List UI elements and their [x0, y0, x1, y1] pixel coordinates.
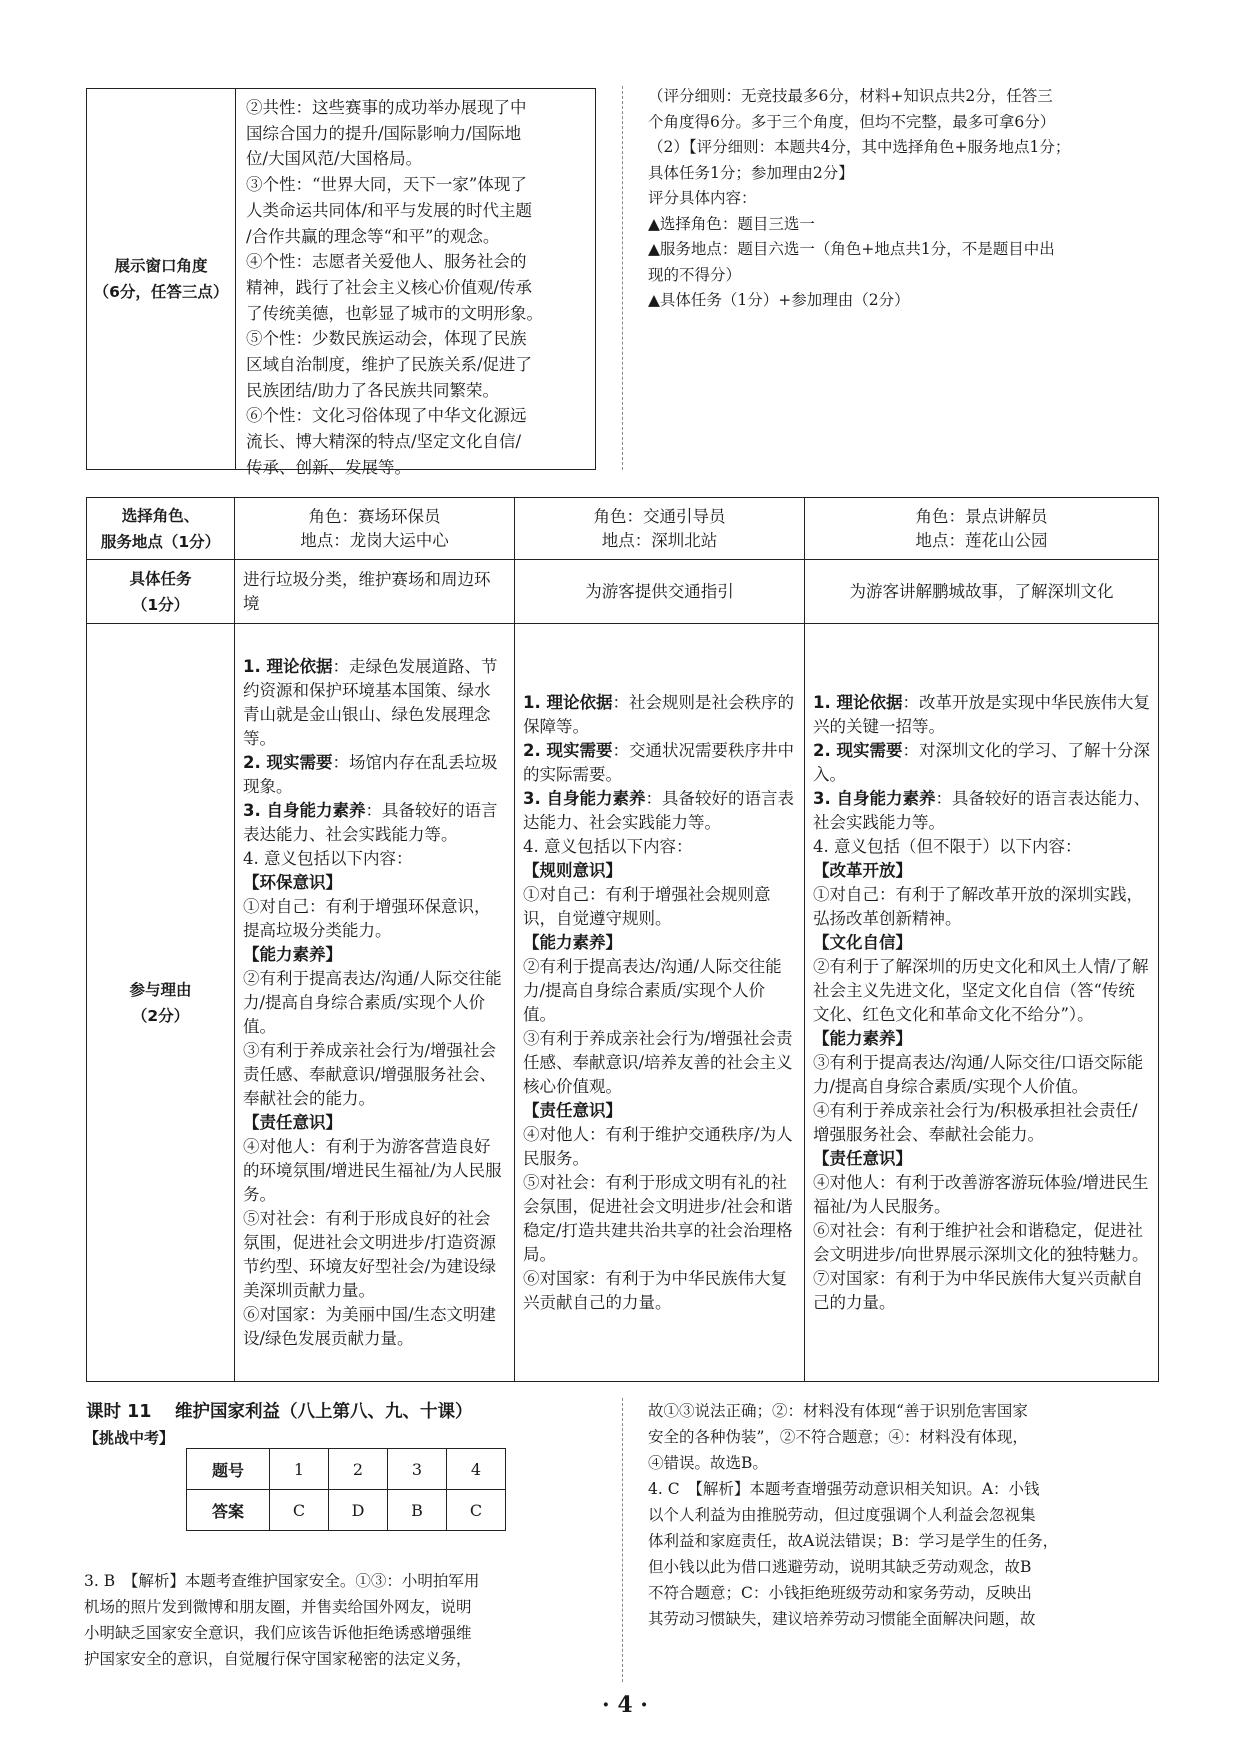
text-line: 了传统美德，也彰显了城市的文明形象。 — [246, 303, 543, 323]
paragraph: ⑥对社会：有利于维护社会和谐稳定，促进社会文明进步/向世界展示深圳文化的独特魅力。 — [813, 1220, 1149, 1264]
table-cell — [805, 498, 1159, 560]
section-heading: 【规则意识】 — [523, 860, 622, 880]
text-line: /合作共赢的理念等“和平”的观念。 — [246, 226, 500, 246]
text: ：交通状况需要秩序井中的实际需要。 — [523, 740, 794, 784]
text: ：走绿色发展道路、节约资源和保护环境基本国策、绿水青山就是金山银山、绿色发展理念等。 — [243, 656, 498, 748]
role: 角色：交通引导员 — [593, 506, 726, 526]
label-line: 服务地点（1分） — [100, 532, 221, 551]
paragraph — [523, 691, 796, 739]
answer-table — [186, 1448, 506, 1531]
text: ：具备较好的语言表达能力、社会实践能力等。 — [523, 788, 794, 832]
note-line: 评分具体内容： — [648, 189, 757, 207]
text-line: ④个性：志愿者关爱他人、服务社会的 — [246, 252, 527, 272]
paragraph: 4. 意义包括以下内容： — [523, 836, 693, 856]
text: ：场馆内存在乱丢垃圾现象。 — [243, 752, 498, 796]
row-label — [87, 560, 235, 624]
heading: 3. 自身能力素养 — [523, 788, 646, 808]
paragraph: ③有利于养成亲社会行为/增强社会责任感、奉献意识/增强服务社会、奉献社会的能力。 — [243, 1040, 497, 1108]
section-heading: 【能力素养】 — [243, 944, 342, 964]
paragraph: ②有利于提高表达/沟通/人际交往能力/提高自身综合素质/实现个人价值。 — [243, 968, 502, 1036]
text-line: 机场的照片发到微博和朋友圈，并售卖给国外网友，说明 — [84, 1598, 472, 1616]
row-label — [87, 624, 235, 1382]
table-row — [87, 624, 1159, 1382]
text-line: 精神，践行了社会主义核心价值观/传承 — [246, 277, 533, 297]
paragraph: ④对他人：有利于维护交通秩序/为人民服务。 — [523, 1124, 793, 1168]
paragraph — [243, 751, 506, 799]
label-line: 选择角色、 — [121, 506, 200, 525]
paragraph — [813, 691, 1150, 739]
question-3-analysis — [84, 1568, 614, 1672]
text-line: ④错误。故选B。 — [648, 1454, 768, 1472]
paragraph — [523, 787, 796, 835]
paragraph: ⑥对国家：有利于为中华民族伟大复兴贡献自己的力量。 — [523, 1268, 787, 1312]
text: ：具备较好的语言表达能力、社会实践能力等。 — [243, 800, 498, 844]
text: ：社会规则是社会秩序的保障等。 — [523, 692, 794, 736]
text-line: 护国家安全的意识，自觉履行保守国家秘密的法定义务， — [84, 1650, 472, 1668]
label-line: （6分，任答三点） — [93, 283, 229, 301]
question-4-analysis — [648, 1398, 1168, 1632]
text-line: 传承、创新、发展等。 — [246, 457, 411, 477]
table-cell: 为游客讲解鹏城故事，了解深圳文化 — [805, 560, 1159, 624]
heading: 1. 理论依据 — [243, 656, 333, 676]
volunteer-role-table — [86, 497, 1159, 1382]
answer-label: 答案 — [187, 1490, 270, 1531]
text-line: 安全的各种伪装”，②不符合题意；④：材料没有体现， — [648, 1428, 1028, 1446]
text-line: 位/大国风范/大国格局。 — [246, 149, 423, 169]
text: ：具备较好的语言表达能力、社会实践能力等。 — [813, 788, 1150, 832]
paragraph: ⑤对社会：有利于形成文明有礼的社会氛围，促进社会文明进步/社会和谐稳定/打造共建共治共享的社会治理格局。 — [523, 1172, 793, 1264]
label-line: （1分） — [131, 595, 190, 614]
note-line: 个角度得6分。多于三个角度，但均不完整，最多可拿6分） — [648, 112, 1056, 131]
text-line: 3. B 【解析】本题考查维护国家安全。①③：小明拍军用 — [84, 1572, 480, 1590]
table-cell: 进行垃圾分类，维护赛场和周边环境 — [235, 560, 515, 624]
note-line: 现的不得分） — [648, 265, 742, 284]
text-line: 体利益和家庭责任，故A说法错误；B：学习是学生的任务， — [648, 1532, 1059, 1550]
paragraph — [243, 799, 506, 847]
heading: 2. 现实需要 — [243, 752, 333, 772]
paragraph: 4. 意义包括（但不限于）以下内容： — [813, 836, 1082, 856]
page-number: · 4 · — [602, 1692, 648, 1718]
paragraph: ④有利于养成亲社会行为/积极承担社会责任/增强服务社会、奉献社会能力。 — [813, 1100, 1138, 1144]
text-line: 4. C 【解析】本题考查增强劳动意识相关知识。A：小钱 — [648, 1480, 1040, 1498]
label-line: 具体任务 — [129, 569, 192, 588]
column-divider — [622, 86, 623, 470]
paragraph: ④对他人：有利于为游客营造良好的环境氛围/增进民生福祉/为人民服务。 — [243, 1136, 502, 1204]
heading: 1. 理论依据 — [523, 692, 613, 712]
paragraph: ②有利于提高表达/沟通/人际交往能力/提高自身综合素质/实现个人价值。 — [523, 956, 782, 1024]
text-line: 其劳动习惯缺失，建议培养劳动习惯能全面解决问题，故 — [648, 1610, 1036, 1628]
place: 地点：深圳北站 — [601, 530, 718, 550]
place: 地点：莲花山公园 — [915, 530, 1048, 550]
note-line: （评分细则：无竞技最多6分，材料+知识点共2分，任答三 — [648, 87, 1053, 105]
question-number: 4 — [447, 1449, 506, 1490]
answer-header: 题号 — [187, 1449, 270, 1490]
answer-value: D — [329, 1490, 388, 1531]
note-line: ▲服务地点：题目六选一（角色+地点共1分，不是题目中出 — [648, 240, 1055, 258]
section-heading: 【改革开放】 — [813, 860, 912, 880]
note-line: （2）【评分细则：本题共4分，其中选择角色+服务地点1分； — [648, 138, 1071, 156]
display-window-box — [86, 88, 596, 477]
table-cell: 为游客提供交通指引 — [515, 560, 805, 624]
label-line: （2分） — [131, 1006, 190, 1025]
paragraph: ②有利于了解深圳的历史文化和风土人情/了解社会主义先进文化，坚定文化自信（答“传统文化、红色文化和革命文化不给分”）。 — [813, 956, 1149, 1024]
column-divider — [622, 1398, 623, 1682]
table-row — [187, 1490, 506, 1531]
paragraph: ⑤对社会：有利于形成良好的社会氛围，促进社会文明进步/打造资源节约型、环境友好型社会/为建设绿美深圳贡献力量。 — [243, 1208, 497, 1300]
text-line: ②共性：这些赛事的成功举办展现了中 — [246, 98, 527, 117]
text: ：对深圳文化的学习、了解十分深入。 — [813, 740, 1150, 784]
text-line: 故①③说法正确；②：材料没有体现“善于识别危害国家 — [648, 1402, 1028, 1420]
text-line: 流长、博大精深的特点/坚定文化自信/ — [246, 432, 522, 452]
text-line: 以个人利益为由推脱劳动，但过度强调个人利益会忽视集 — [648, 1506, 1036, 1524]
section-heading: 【能力素养】 — [523, 932, 622, 952]
display-window-label — [87, 89, 236, 469]
question-number: 3 — [388, 1449, 447, 1490]
paragraph: ①对自己：有利于增强社会规则意识，自觉遵守规则。 — [523, 884, 771, 928]
table-cell — [515, 624, 805, 1382]
section-heading: 【责任意识】 — [813, 1148, 912, 1168]
text-line: 但小钱以此为借口逃避劳动，说明其缺乏劳动观念，故B — [648, 1558, 1032, 1576]
table-cell — [515, 498, 805, 560]
section-heading: 【责任意识】 — [243, 1112, 342, 1132]
table-cell — [235, 498, 515, 560]
table-cell — [235, 624, 515, 1382]
role: 角色：赛场环保员 — [308, 506, 441, 526]
text-line: 人类命运共同体/和平与发展的时代主题 — [246, 200, 533, 220]
answer-value: C — [447, 1490, 506, 1531]
text-line: 不符合题意；C：小钱拒绝班级劳动和家务劳动，反映出 — [648, 1584, 1032, 1602]
display-window-text — [236, 89, 595, 477]
heading: 2. 现实需要 — [523, 740, 613, 760]
text-line: ⑥个性：文化习俗体现了中华文化源远 — [246, 406, 527, 426]
text-line: 国综合国力的提升/国际影响力/国际地 — [246, 123, 522, 143]
text-line: ⑤个性：少数民族运动会，体现了民族 — [246, 329, 527, 349]
paragraph: ④对他人：有利于改善游客游玩体验/增进民生福祉/为人民服务。 — [813, 1172, 1149, 1216]
heading: 1. 理论依据 — [813, 692, 903, 712]
table-row — [187, 1449, 506, 1490]
paragraph: ③有利于养成亲社会行为/增强社会责任感、奉献意识/培养友善的社会主义核心价值观。 — [523, 1028, 793, 1096]
heading: 2. 现实需要 — [813, 740, 903, 760]
paragraph: ①对自己：有利于增强环保意识，提高垃圾分类能力。 — [243, 896, 491, 940]
label-line: 参与理由 — [129, 980, 192, 999]
role: 角色：景点讲解员 — [915, 506, 1048, 526]
paragraph — [813, 739, 1150, 787]
table-row — [87, 498, 1159, 560]
row-label — [87, 498, 235, 560]
label-line: 展示窗口角度 — [114, 257, 208, 275]
heading: 3. 自身能力素养 — [813, 788, 936, 808]
paragraph — [523, 739, 796, 787]
heading: 3. 自身能力素养 — [243, 800, 366, 820]
answer-value: B — [388, 1490, 447, 1531]
question-number: 1 — [270, 1449, 329, 1490]
section-heading: 【文化自信】 — [813, 932, 912, 952]
text: ：改革开放是实现中华民族伟大复兴的关键一招等。 — [813, 692, 1150, 736]
section-heading: 【责任意识】 — [523, 1100, 622, 1120]
answer-value: C — [270, 1490, 329, 1531]
note-line: 具体任务1分；参加理由2分】 — [648, 163, 854, 182]
paragraph — [243, 655, 506, 751]
challenge-label: 【挑战中考】 — [84, 1429, 175, 1447]
text-line: 民族团结/助力了各民族共同繁荣。 — [246, 380, 500, 400]
paragraph — [813, 787, 1150, 835]
note-line: ▲具体任务（1分）+参加理由（2分） — [648, 291, 910, 309]
section-heading: 【环保意识】 — [243, 872, 342, 892]
section-heading: 【能力素养】 — [813, 1028, 912, 1048]
text-line: 小明缺乏国家安全意识，我们应该告诉他拒绝诱惑增强维 — [84, 1624, 472, 1642]
text-line: 区域自治制度，维护了民族关系/促进了 — [246, 355, 533, 375]
table-cell — [805, 624, 1159, 1382]
paragraph: ①对自己：有利于了解改革开放的深圳实践，弘扬改革创新精神。 — [813, 884, 1143, 928]
paragraph: ⑥对国家：为美丽中国/生态文明建设/绿色发展贡献力量。 — [243, 1304, 497, 1348]
paragraph: ③有利于提高表达/沟通/人际交往/口语交际能力/提高自身综合素质/实现个人价值。 — [813, 1052, 1144, 1096]
table-row — [87, 560, 1159, 624]
place: 地点：龙岗大运中心 — [300, 530, 449, 550]
question-number: 2 — [329, 1449, 388, 1490]
text-line: ③个性：“世界大同，天下一家”体现了 — [246, 175, 527, 195]
scoring-notes — [648, 84, 1168, 314]
lesson-title: 课时 11 维护国家利益（八上第八、九、十课） — [86, 1402, 473, 1422]
paragraph: 4. 意义包括以下内容： — [243, 848, 413, 868]
note-line: ▲选择角色：题目三选一 — [648, 214, 815, 233]
paragraph: ⑦对国家：有利于为中华民族伟大复兴贡献自己的力量。 — [813, 1268, 1143, 1312]
